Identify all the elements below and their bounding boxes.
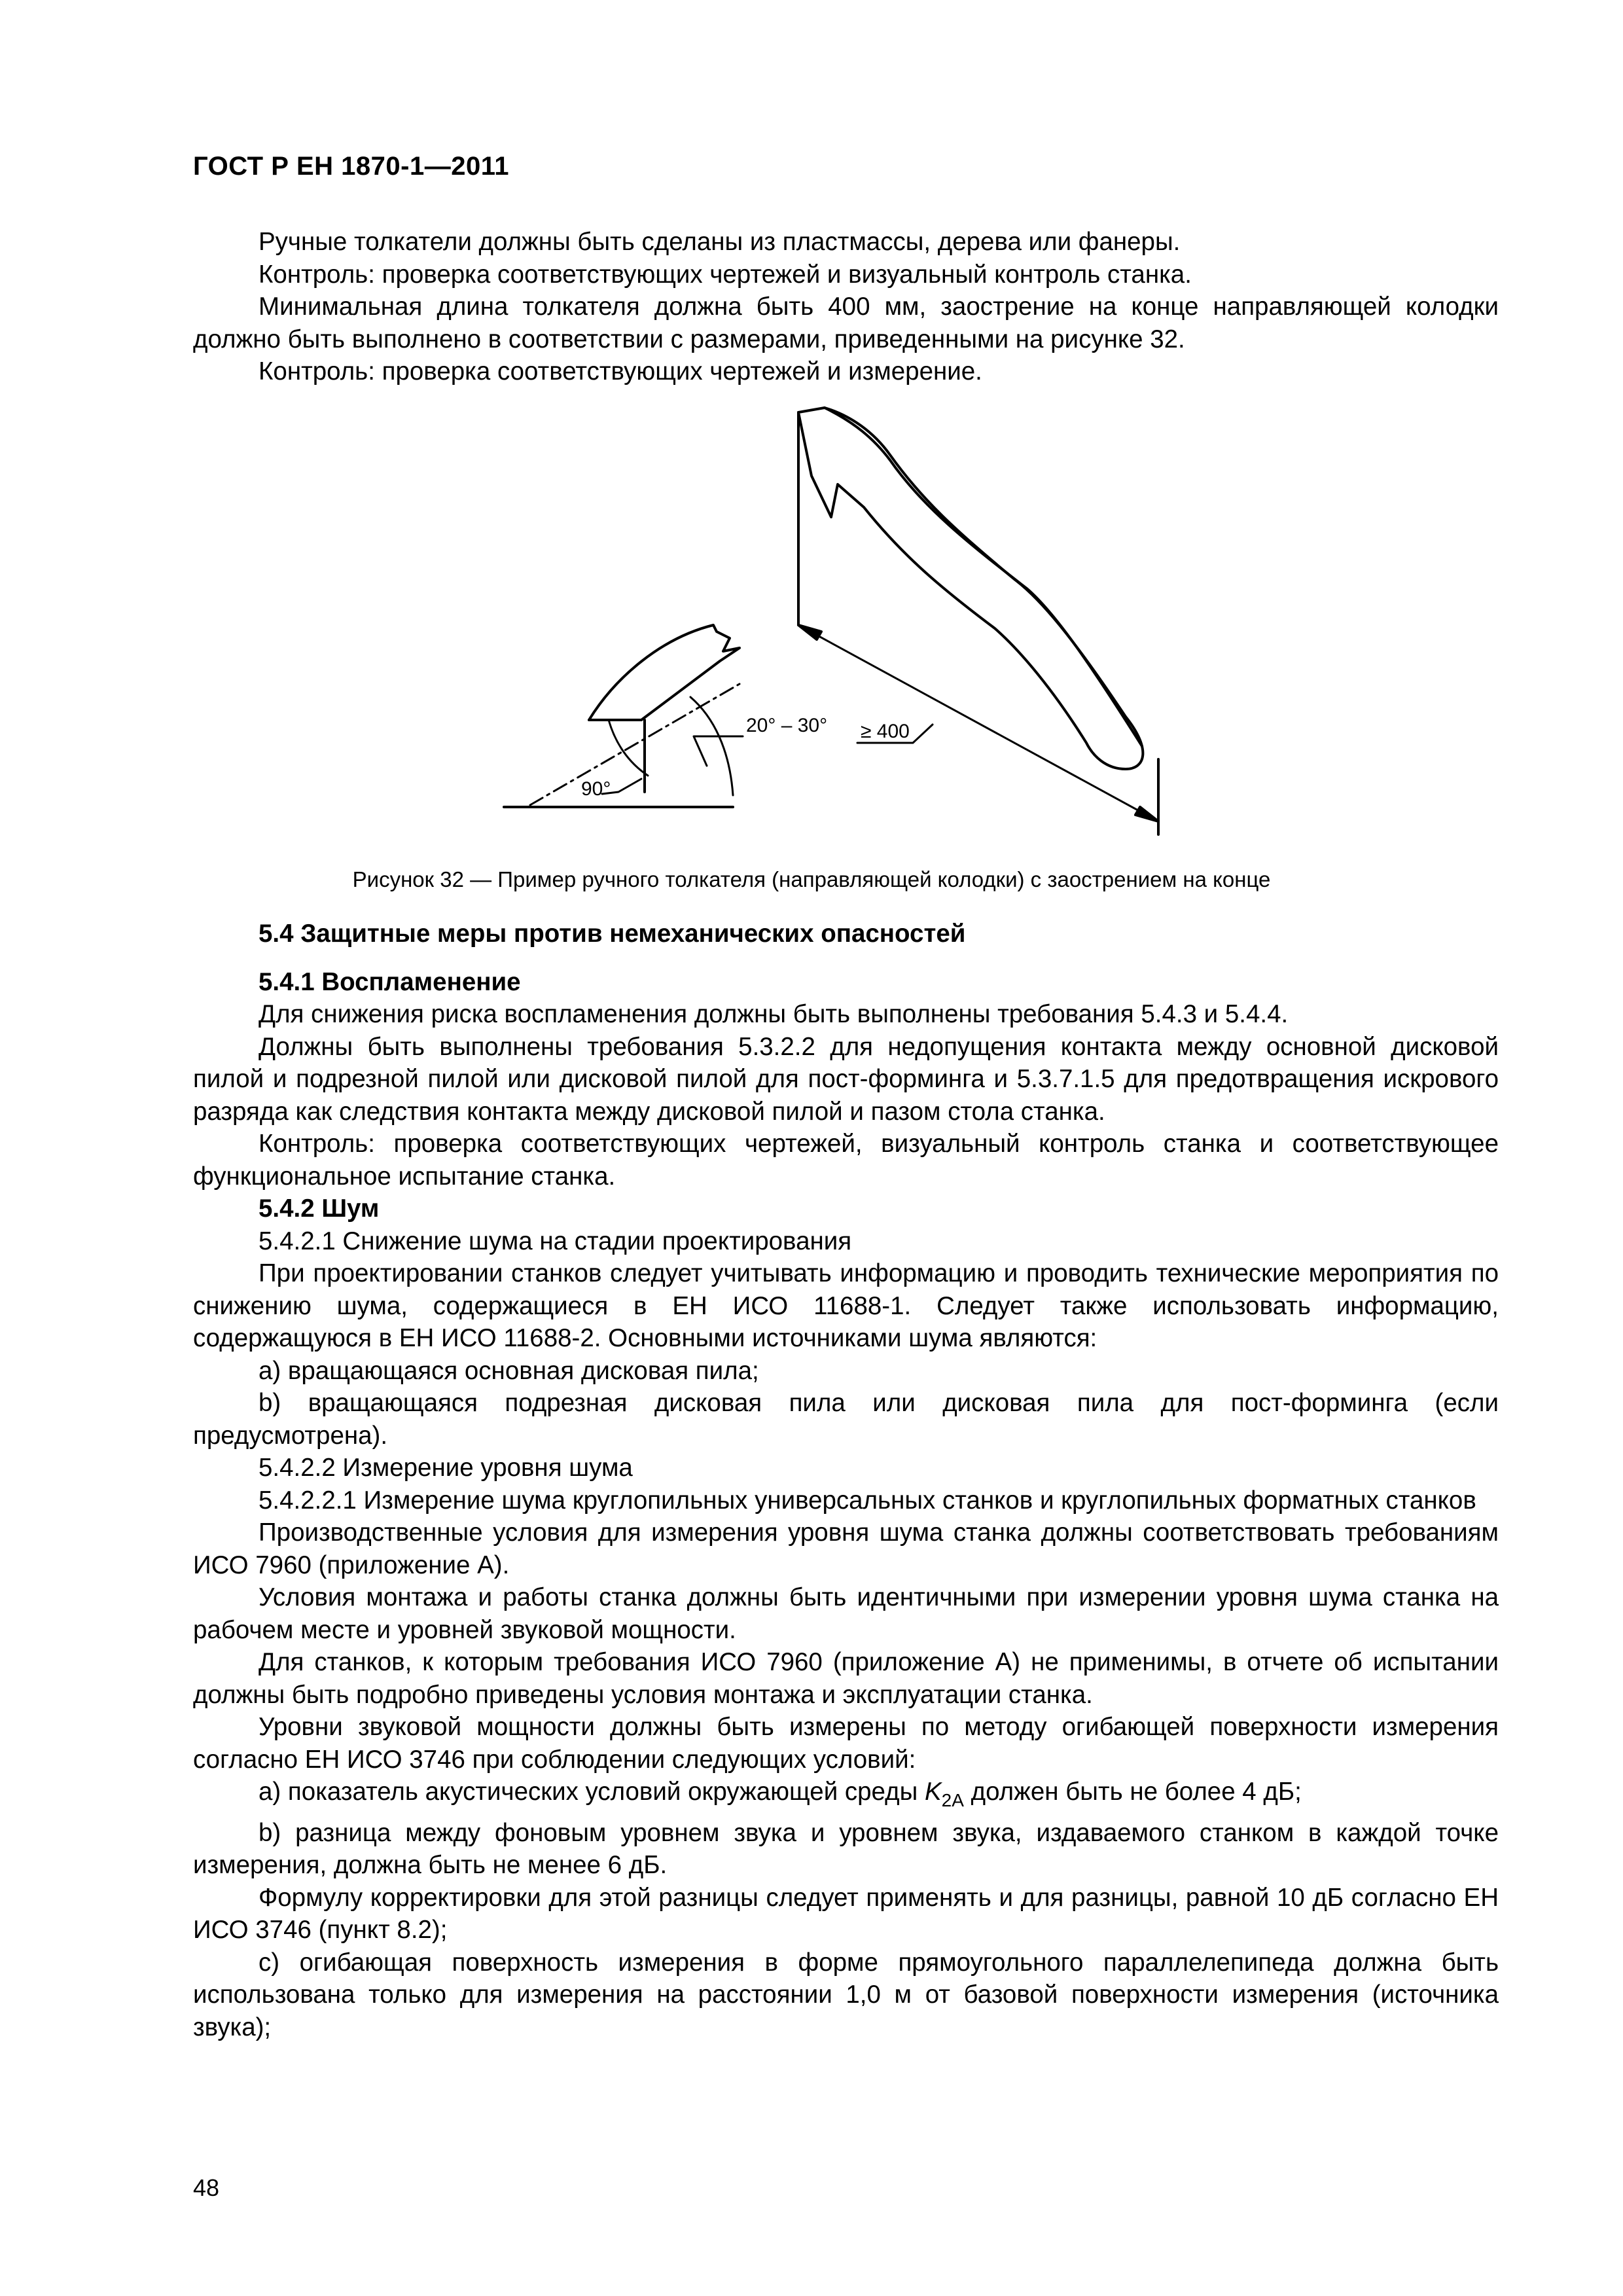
intro-block (193, 226, 1499, 388)
section-5-4 (193, 918, 1499, 2043)
length-dimension-line (798, 625, 1158, 821)
paragraph: Формулу корректировки для этой разницы следует применять и для разницы, равной 10 дБ согласно ЕН ИСО 3746 (пункт 8.2); (193, 1883, 1499, 1944)
symbol-k: K (924, 1778, 942, 1806)
list-item: c) огибающая поверхность измерения в форме прямоугольного параллелепипеда должна быть использована только для измерения на расстоянии 1,0 м от базовой поверхности измерения (источника звука); (193, 1948, 1499, 2041)
document-header: ГОСТ Р ЕН 1870-1—2011 (193, 152, 509, 181)
push-stick-edge (825, 408, 1142, 746)
paragraph: Минимальная длина толкателя должна быть 400 мм, заострение на конце направляющей колодки должно быть выполнено в соответствии с размерами, приведенными на рисунке 32. (193, 293, 1499, 353)
figure-caption: Рисунок 32 — Пример ручного толкателя (направляющей колодки) с заострением на конце (352, 867, 1271, 891)
paragraph: Условия монтажа и работы станка должны быть идентичными при измерении уровня шума станка на рабочем месте и уровней звуковой мощности. (193, 1583, 1499, 1644)
paragraph: Ручные толкатели должны быть сделаны из пластмассы, дерева или фанеры. (259, 228, 1181, 256)
paragraph: Уровни звуковой мощности должны быть измерены по методу огибающей поверхности измерения согласно ЕН ИСО 3746 при соблюдении следующих условий: (193, 1713, 1499, 1774)
angle-range-label: 20° – 30° (746, 715, 828, 736)
subsection-title: 5.4.2.2 Измерение уровня шума (259, 1454, 633, 1482)
list-text: a) показатель акустических условий окружающей среды (259, 1778, 925, 1806)
list-item: a) вращающаяся основная дисковая пила; (259, 1356, 759, 1385)
paragraph: Для снижения риска воспламенения должны быть выполнены требования 5.4.3 и 5.4.4. (259, 1000, 1289, 1028)
length-label: ≥ 400 (861, 721, 910, 742)
angle-guide-line (530, 684, 740, 805)
tip-detail-outline (589, 625, 740, 720)
paragraph: Контроль: проверка соответствующих чертежей, визуальный контроль станка и соответствующее функциональное испытание станка. (193, 1130, 1499, 1191)
symbol-subscript: 2A (941, 1790, 964, 1810)
list-item (193, 1776, 1499, 1817)
list-text: должен быть не более 4 дБ; (963, 1778, 1302, 1806)
subsection-title: 5.4.2.2.1 Измерение шума круглопильных универсальных станков и круглопильных форматных станков (259, 1486, 1476, 1515)
list-item: b) вращающаяся подрезная дисковая пила или дисковая пила для пост-форминга (если предусмотрена). (193, 1389, 1499, 1450)
paragraph: Для станков, к которым требования ИСО 7960 (приложение А) не применимы, в отчете об испытании должны быть подробно приведены условия монтажа и эксплуатации станка. (193, 1648, 1499, 1709)
right-angle-label: 90° (581, 778, 611, 800)
subsection-title: 5.4.2.1 Снижение шума на стадии проектирования (259, 1227, 852, 1255)
section-title: 5.4.2 Шум (259, 1194, 380, 1223)
paragraph: Контроль: проверка соответствующих чертежей и измерение. (259, 357, 982, 386)
spacer (193, 950, 1499, 966)
paragraph: Должны быть выполнены требования 5.3.2.2 для недопущения контакта между основной дисковой пилой и подрезной пилой или дисковой пилой для пост-форминга и 5.3.7.1.5 для предотвращения искрового разряда как следствия контакта между дисковой пилой и пазом стола станка. (193, 1032, 1499, 1126)
push-stick-outline (798, 408, 1143, 769)
paragraph: Производственные условия для измерения уровня шума станка должны соответствовать требованиям ИСО 7960 (приложение А). (193, 1518, 1499, 1579)
section-title: 5.4 Защитные меры против немеханических опасностей (259, 920, 966, 948)
paragraph: При проектировании станков следует учитывать информацию и проводить технические мероприятия по снижению шума, содержащиеся в ЕН ИСО 11688-1. Следует также использовать информацию, содержащуюся в ЕН ИСО 11688-2. Основными источниками шума являются: (193, 1259, 1499, 1352)
paragraph: Контроль: проверка соответствующих чертежей и визуальный контроль станка. (259, 260, 1192, 289)
figure-32-drawing (497, 403, 1198, 848)
list-item: b) разница между фоновым уровнем звука и уровнем звука, издаваемого станком в каждой точке измерения, должна быть не менее 6 дБ. (193, 1818, 1499, 1879)
page-number: 48 (193, 2174, 220, 2201)
section-title: 5.4.1 Воспламенение (259, 967, 521, 996)
